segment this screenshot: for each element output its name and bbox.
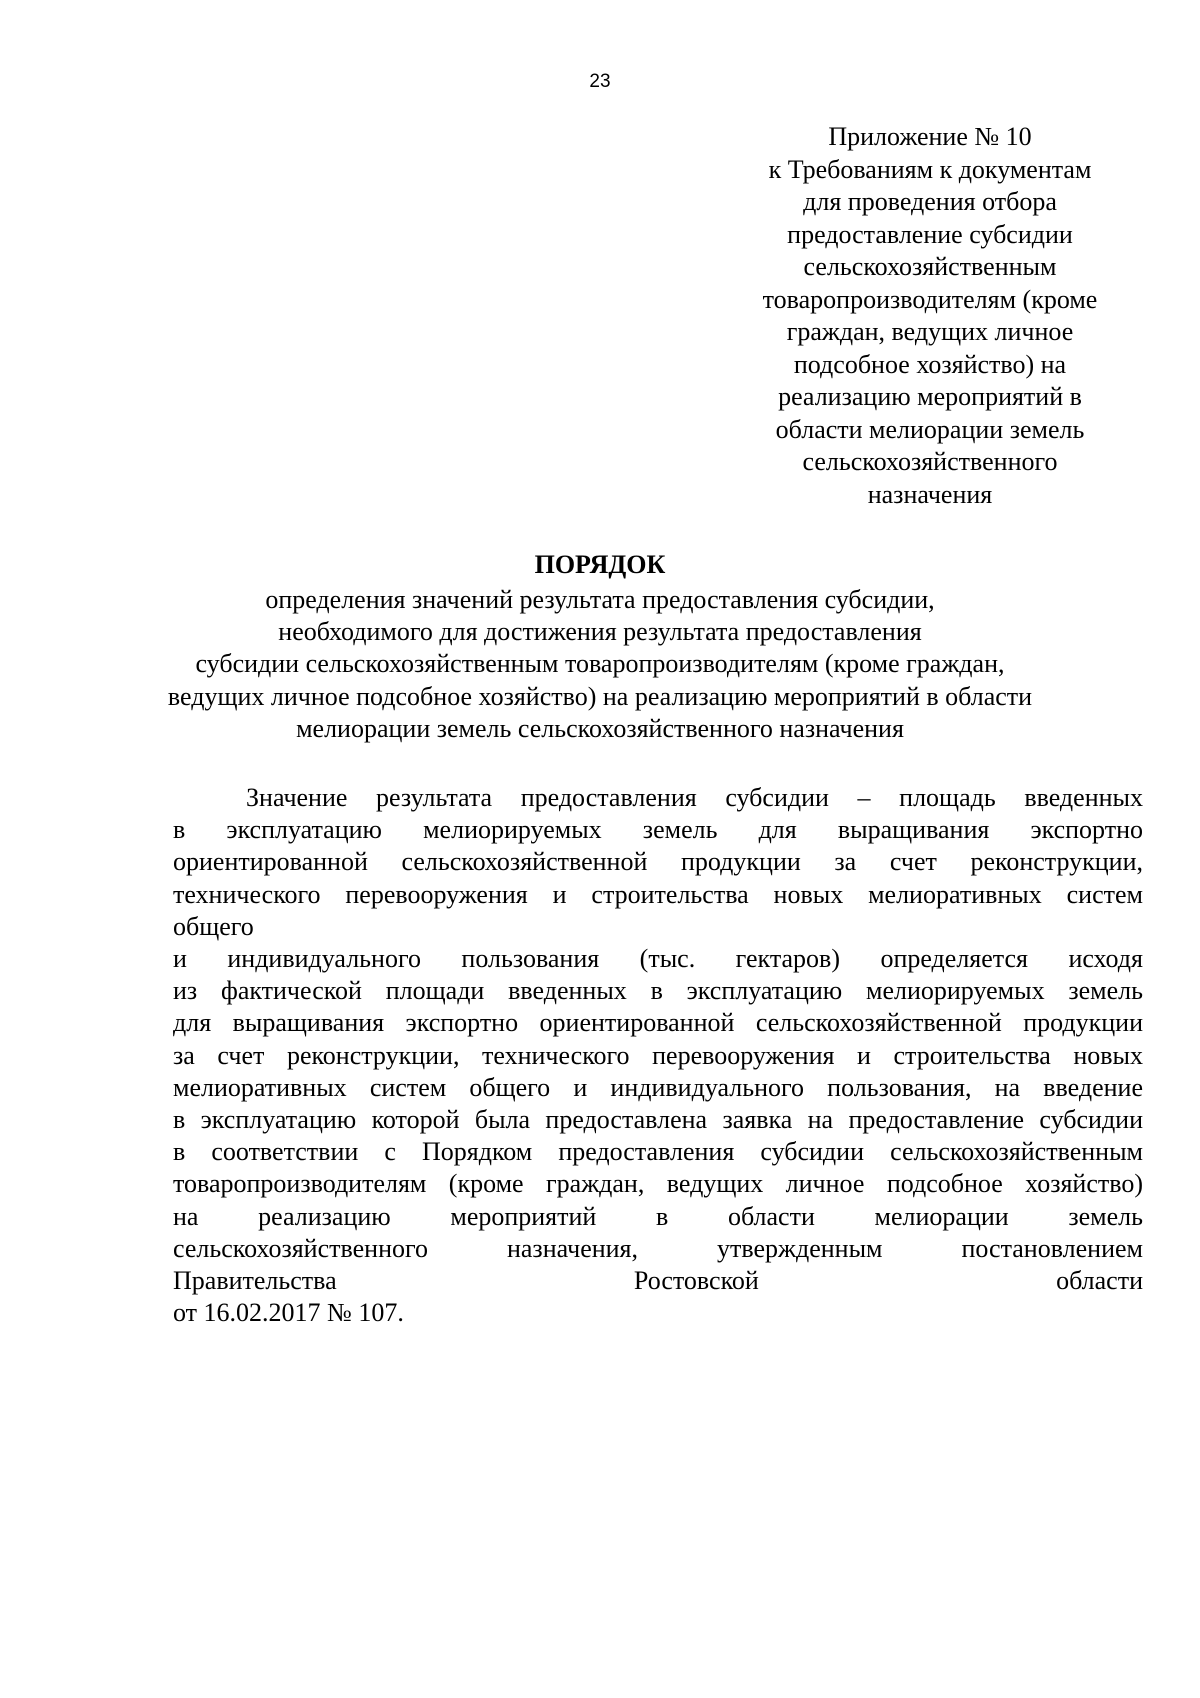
- page-number: 23: [589, 71, 611, 92]
- body-line: технического перевооружения и строительства новых мелиоративных систем: [173, 879, 1143, 909]
- appendix-line: назначения: [867, 479, 993, 509]
- body-line: из фактической площади введенных в эксплуатацию мелиорируемых земель: [173, 976, 1143, 1006]
- body-word: Ростовской: [633, 1266, 759, 1296]
- appendix-line: товаропроизводителям (кроме: [762, 284, 1098, 314]
- appendix-line: граждан, ведущих личное: [786, 317, 1074, 346]
- body-line: товаропроизводителям (кроме граждан, ведущих личное подсобное хозяйство): [173, 1169, 1143, 1199]
- body-line: в соответствии с Порядком предоставления субсидии сельскохозяйственным: [173, 1137, 1143, 1167]
- subtitle-line: мелиорации земель сельскохозяйственного назначения: [296, 713, 904, 743]
- subtitle-line: ведущих личное подсобное хозяйство) на реализацию мероприятий в области: [167, 681, 1033, 711]
- body-line: сельскохозяйственного назначения, утвержденным постановлением: [173, 1233, 1143, 1263]
- appendix-line: для проведения отбора: [803, 187, 1057, 216]
- body-line: для выращивания экспортно ориентированной сельскохозяйственной продукции: [173, 1008, 1143, 1038]
- body-line: на реализацию мероприятий в области мелиорации земель: [173, 1201, 1143, 1231]
- body-line: за счет реконструкции, технического перевооружения и строительства новых: [173, 1040, 1143, 1070]
- body-word: Правительства: [173, 1266, 337, 1296]
- body-line: в эксплуатацию которой была предоставлена заявка на предоставление субсидии: [173, 1105, 1143, 1135]
- document-subtitle: [150, 584, 1050, 745]
- body-line: общего: [173, 911, 254, 941]
- appendix-block: [730, 121, 1130, 511]
- body-line: и индивидуального пользования (тыс. гектаров) определяется исходя: [173, 944, 1143, 974]
- appendix-line: предоставление субсидии: [787, 219, 1073, 249]
- body-line: [173, 1265, 1143, 1297]
- appendix-line: подсобное хозяйство) на: [793, 349, 1067, 379]
- body-line: мелиоративных систем общего и индивидуального пользования, на введение: [173, 1072, 1143, 1102]
- body-line: ориентированной сельскохозяйственной продукции за счет реконструкции,: [173, 847, 1143, 877]
- appendix-line: Приложение № 10: [828, 122, 1032, 151]
- subtitle-line: определения значений результата предоставления субсидии,: [265, 585, 935, 614]
- subtitle-line: необходимого для достижения результата предоставления: [278, 617, 922, 647]
- body-line: от 16.02.2017 № 107.: [173, 1298, 404, 1328]
- appendix-line: к Требованиям к документам: [768, 154, 1092, 184]
- subtitle-line: субсидии сельскохозяйственным товаропроизводителям (кроме граждан,: [195, 649, 1005, 679]
- body-word: области: [1056, 1266, 1143, 1296]
- document-title: ПОРЯДОК: [534, 550, 666, 579]
- appendix-line: реализацию мероприятий в: [778, 382, 1082, 411]
- body-line: Значение результата предоставления субсидии – площадь введенных: [246, 783, 1143, 812]
- appendix-line: области мелиорации земель: [775, 414, 1085, 444]
- body-paragraph: [173, 782, 1143, 1329]
- appendix-line: сельскохозяйственного: [802, 447, 1058, 476]
- appendix-line: сельскохозяйственным: [803, 252, 1057, 281]
- body-line: в эксплуатацию мелиорируемых земель для выращивания экспортно: [173, 815, 1143, 845]
